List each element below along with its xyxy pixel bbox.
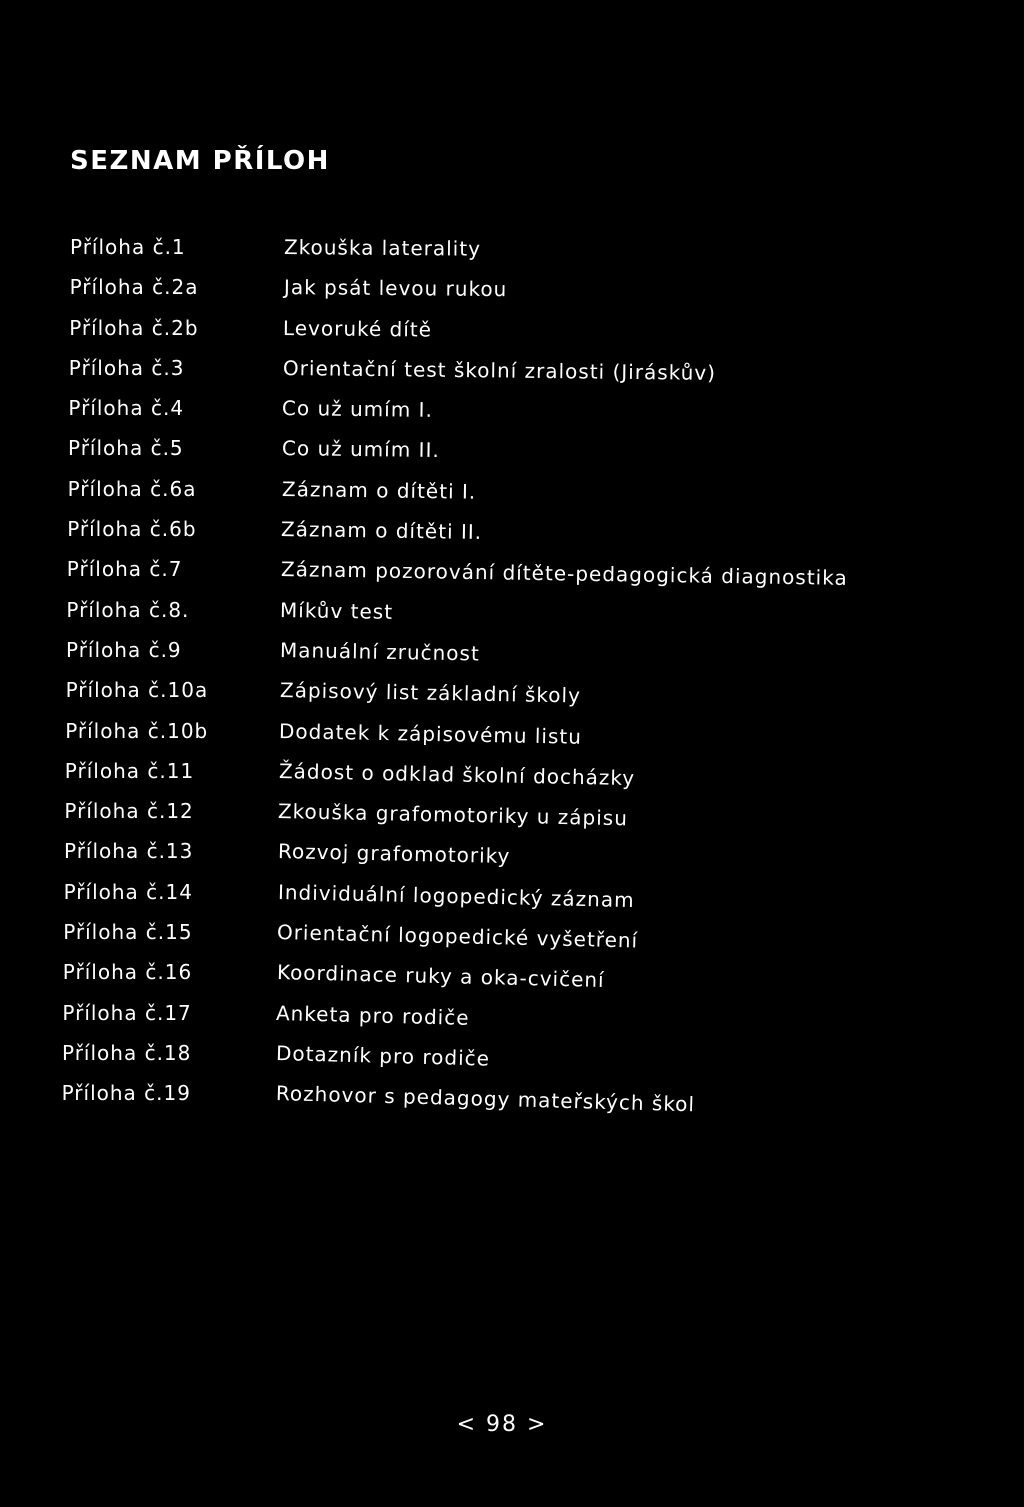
appendix-label: Příloha č.2b — [69, 315, 199, 340]
appendix-label: Příloha č.14 — [63, 879, 193, 904]
appendix-label: Příloha č.12 — [64, 799, 194, 824]
appendix-label: Příloha č.19 — [61, 1081, 191, 1106]
appendix-title: Koordinace ruky a oka-cvičení — [276, 960, 605, 993]
appendix-title: Co už umím II. — [281, 436, 440, 463]
appendix-label: Příloha č.5 — [68, 436, 184, 461]
appendix-row — [0, 836, 1024, 876]
appendix-row — [0, 675, 1024, 715]
appendix-title: Manuální zručnost — [279, 637, 481, 666]
appendix-label: Příloha č.10b — [65, 718, 209, 743]
appendix-title: Zápisový list základní školy — [279, 678, 581, 708]
appendix-label: Příloha č.6a — [67, 476, 197, 501]
appendix-label: Příloha č.15 — [63, 920, 193, 945]
appendix-title: Dotazník pro rodiče — [275, 1040, 491, 1071]
appendix-list — [0, 232, 1024, 1119]
appendix-label: Příloha č.13 — [64, 839, 194, 864]
appendix-label: Příloha č.2a — [69, 275, 199, 300]
appendix-row — [0, 756, 1024, 796]
appendix-title: Záznam o dítěti I. — [281, 476, 476, 504]
appendix-row — [0, 272, 1024, 312]
appendix-row — [0, 1038, 1024, 1078]
appendix-label: Příloha č.11 — [64, 758, 195, 783]
appendix-title: Anketa pro rodiče — [276, 1000, 471, 1030]
appendix-label: Příloha č.1 — [70, 235, 186, 259]
appendix-label: Příloha č.18 — [62, 1040, 192, 1065]
appendix-title: Co už umím I. — [282, 396, 434, 423]
appendix-label: Příloha č.16 — [62, 960, 193, 985]
appendix-row — [0, 433, 1024, 473]
appendix-label: Příloha č.17 — [62, 1000, 192, 1025]
appendix-title: Individuální logopedický záznam — [277, 879, 635, 912]
appendix-row — [0, 1078, 1024, 1118]
appendix-label: Příloha č.9 — [66, 637, 182, 662]
appendix-title: Míkův test — [280, 597, 394, 624]
appendix-row — [0, 917, 1024, 957]
appendix-row — [0, 595, 1024, 635]
appendix-title: Orientační test školní zralosti (Jiráskův) — [282, 355, 716, 385]
appendix-label: Příloha č.6b — [67, 517, 197, 542]
appendix-row — [0, 998, 1024, 1038]
appendix-label: Příloha č.4 — [68, 396, 185, 421]
appendix-row — [0, 635, 1024, 675]
appendix-row — [0, 796, 1024, 836]
appendix-label: Příloha č.7 — [66, 557, 183, 582]
appendix-title: Rozhovor s pedagogy mateřských škol — [275, 1081, 695, 1117]
appendix-title: Jak psát levou rukou — [283, 275, 508, 302]
appendix-title: Zkouška laterality — [283, 235, 482, 261]
appendix-title: Zkouška grafomotoriky u zápisu — [278, 799, 629, 831]
appendix-title: Levoruké dítě — [283, 315, 433, 342]
appendix-title: Orientační logopedické vyšetření — [276, 920, 639, 953]
appendix-label: Příloha č.10a — [65, 678, 209, 703]
appendix-title: Dodatek k zápisovému listu — [278, 718, 583, 749]
appendix-row — [0, 957, 1024, 997]
appendix-row — [0, 474, 1024, 514]
appendix-row — [0, 313, 1024, 353]
page-number: < 98 > — [456, 1412, 548, 1437]
appendix-row — [0, 353, 1024, 393]
appendix-row — [0, 877, 1024, 917]
appendix-row — [0, 554, 1024, 594]
appendix-title: Záznam o dítěti II. — [281, 517, 483, 545]
appendix-title: Záznam pozorování dítěte-pedagogická diagnostika — [280, 557, 848, 591]
page-title: SEZNAM PŘÍLOH — [70, 146, 330, 176]
appendix-label: Příloha č.8. — [66, 597, 190, 622]
appendix-row — [0, 716, 1024, 756]
appendix-row — [0, 232, 1024, 272]
appendix-title: Rozvoj grafomotoriky — [277, 839, 511, 869]
appendix-title: Žádost o odklad školní docházky — [278, 758, 636, 791]
appendix-row — [0, 393, 1024, 433]
appendix-row — [0, 514, 1024, 554]
appendix-label: Příloha č.3 — [68, 355, 185, 380]
